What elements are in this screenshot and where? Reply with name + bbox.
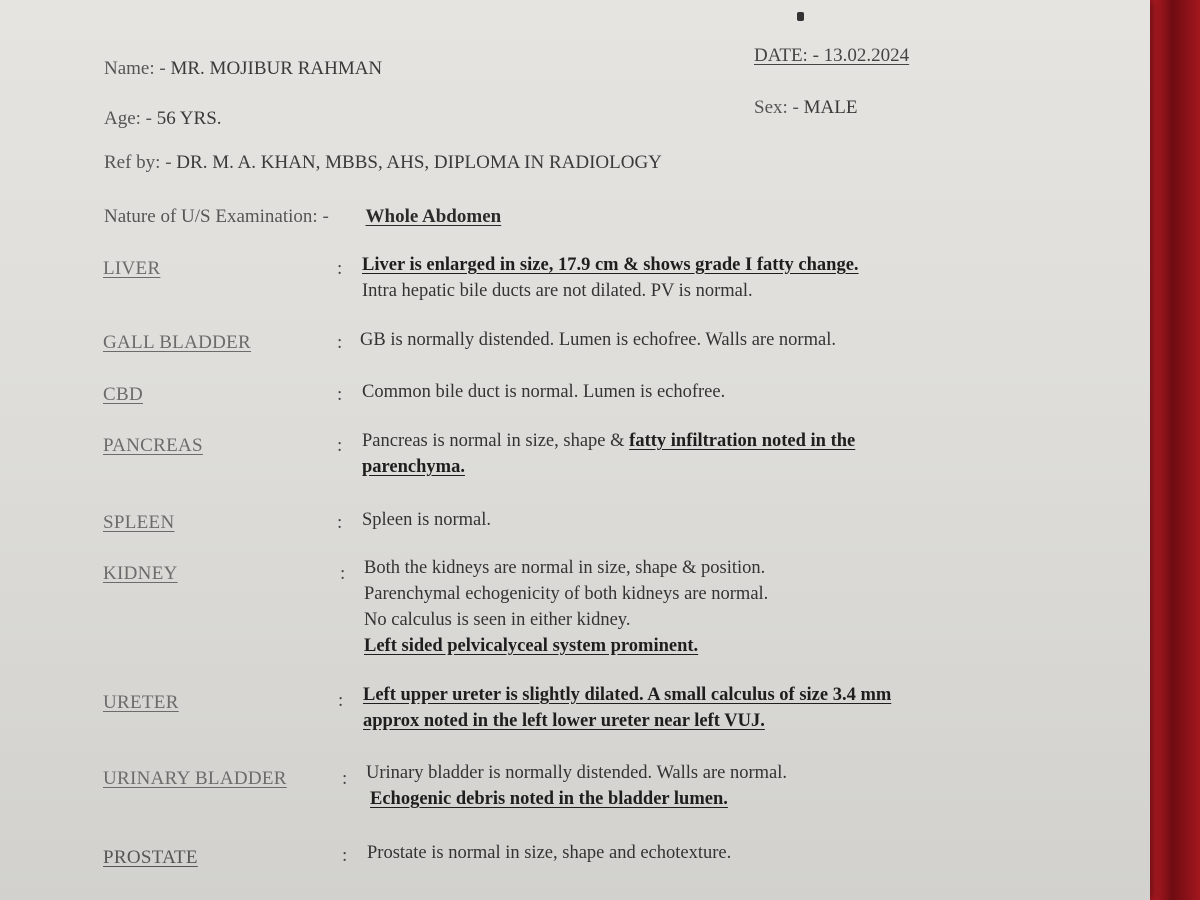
- sex-label: Sex: -: [754, 97, 804, 118]
- patient-name: MR. MOJIBUR RAHMAN: [170, 58, 383, 79]
- organ-spleen: SPLEEN: [103, 512, 175, 533]
- finding-ureter: [363, 682, 891, 734]
- organ-cbd: CBD: [103, 384, 143, 405]
- organ-ureter: URETER: [103, 692, 179, 713]
- pancreas-line-1: [362, 428, 855, 454]
- patient-sex: MALE: [803, 97, 858, 118]
- urinary-bladder-line-2: Echogenic debris noted in the bladder lumen.: [370, 789, 728, 809]
- patient-age: 56 YRS.: [156, 108, 222, 129]
- colon: :: [342, 768, 348, 789]
- organ-liver: LIVER: [103, 258, 161, 279]
- ureter-line-2: approx noted in the left lower ureter near left VUJ.: [363, 711, 765, 731]
- pancreas-line-1-plain: Pancreas is normal in size, shape &: [362, 431, 630, 451]
- finding-spleen: [362, 507, 491, 533]
- age-row: [104, 108, 222, 130]
- urinary-bladder-line-1: Urinary bladder is normally distended. Walls are normal.: [366, 763, 787, 783]
- colon: :: [338, 690, 344, 711]
- organ-pancreas: PANCREAS: [103, 435, 203, 456]
- finding-pancreas: [362, 428, 855, 480]
- colon: :: [337, 384, 343, 405]
- organ-prostate: PROSTATE: [103, 847, 198, 868]
- kidney-line-4: Left sided pelvicalyceal system prominent.: [364, 636, 699, 656]
- colon: :: [340, 563, 346, 584]
- gall-bladder-line-1: GB is normally distended. Lumen is echofree. Walls are normal.: [360, 330, 836, 350]
- colon: :: [337, 435, 343, 456]
- cbd-line-1: Common bile duct is normal. Lumen is echofree.: [362, 382, 726, 402]
- spleen-line-1: Spleen is normal.: [362, 510, 491, 530]
- finding-prostate: [367, 840, 731, 866]
- ureter-line-1: Left upper ureter is slightly dilated. A small calculus of size 3.4 mm: [363, 685, 892, 705]
- colon: :: [337, 332, 343, 353]
- prostate-line-1: Prostate is normal in size, shape and echotexture.: [367, 843, 732, 863]
- finding-gall-bladder: [360, 327, 836, 353]
- name-label: Name: -: [104, 58, 171, 79]
- organ-gall-bladder: GALL BLADDER: [103, 332, 252, 353]
- finding-cbd: [362, 379, 725, 405]
- pancreas-line-1-bold: fatty infiltration noted in the: [629, 431, 856, 451]
- kidney-line-3: No calculus is seen in either kidney.: [364, 610, 631, 630]
- colon: :: [342, 845, 348, 866]
- organ-urinary-bladder: URINARY BLADDER: [103, 768, 287, 789]
- ink-dot: [797, 12, 804, 21]
- colon: :: [337, 512, 343, 533]
- liver-line-1: Liver is enlarged in size, 17.9 cm & shows grade I fatty change.: [362, 255, 859, 275]
- finding-liver: [362, 252, 859, 304]
- age-label: Age: -: [104, 108, 157, 129]
- colon: :: [337, 258, 343, 279]
- kidney-line-1: Both the kidneys are normal in size, shape & position.: [364, 558, 766, 578]
- referral-row: [104, 152, 662, 174]
- sex-row: [754, 97, 857, 119]
- exam-label: Nature of U/S Examination: -: [104, 206, 334, 227]
- finding-kidney: [364, 555, 768, 659]
- ref-label: Ref by: -: [104, 152, 177, 173]
- organ-kidney: KIDNEY: [103, 563, 178, 584]
- finding-urinary-bladder: [366, 760, 787, 812]
- exam-type: Whole Abdomen: [365, 206, 502, 227]
- exam-row: [104, 206, 501, 228]
- kidney-line-2: Parenchymal echogenicity of both kidneys are normal.: [364, 584, 769, 604]
- referring-doctor: DR. M. A. KHAN, MBBS, AHS, DIPLOMA IN RADIOLOGY: [176, 152, 662, 173]
- pancreas-line-2: parenchyma.: [362, 457, 465, 477]
- patient-name-row: [104, 58, 382, 80]
- report-date: DATE: - 13.02.2024: [754, 45, 910, 66]
- liver-line-2: Intra hepatic bile ducts are not dilated. PV is normal.: [362, 281, 753, 301]
